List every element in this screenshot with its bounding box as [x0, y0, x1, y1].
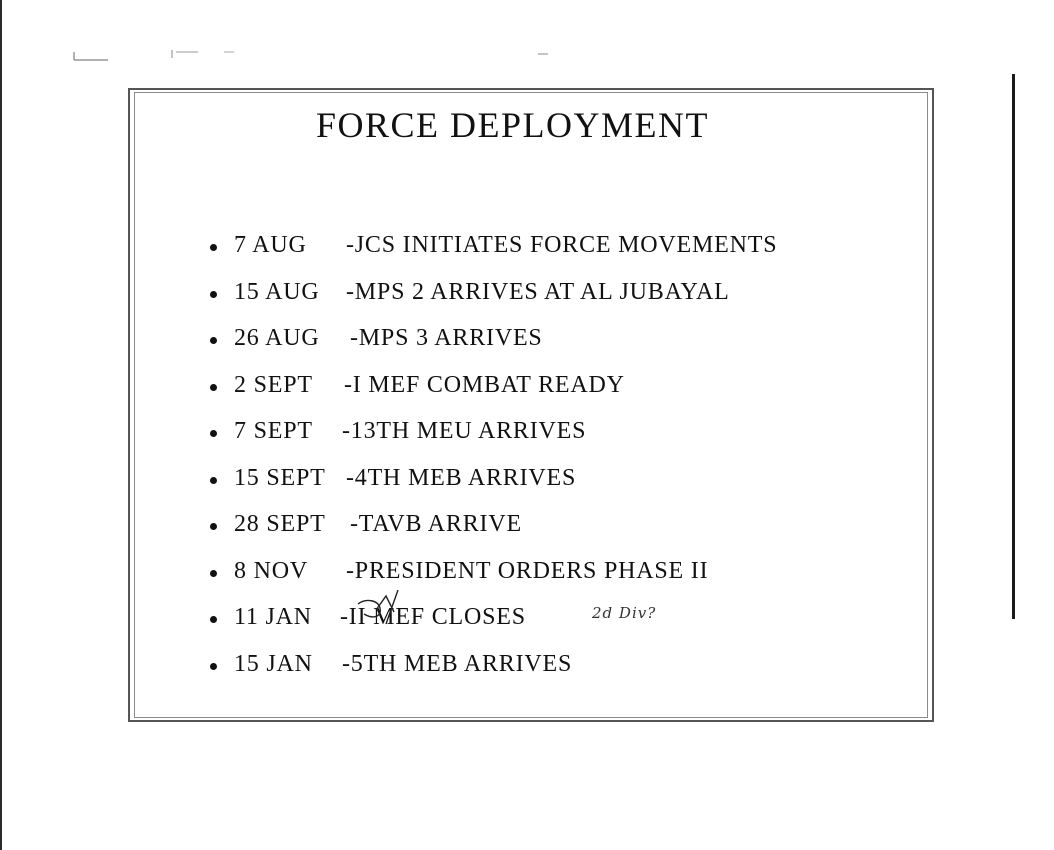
- bullet-icon: [210, 523, 217, 530]
- bullet-icon: [210, 244, 217, 251]
- item-event: -13TH MEU ARRIVES: [342, 418, 587, 444]
- item-event: -TAVB ARRIVE: [350, 511, 522, 537]
- bullet-icon: [210, 570, 217, 577]
- item-date: 26 AUG: [234, 325, 320, 351]
- item-date: 11 JAN: [234, 604, 312, 630]
- item-date: 8 NOV: [234, 557, 308, 584]
- item-event: -MPS 2 ARRIVES AT AL JUBAYAL: [346, 278, 730, 305]
- item-date: 28 SEPT: [234, 511, 326, 537]
- item-date: 7 SEPT: [234, 418, 313, 444]
- item-event: -JCS INITIATES FORCE MOVEMENTS: [346, 232, 778, 258]
- bullet-icon: [210, 616, 217, 623]
- page-left-edge: [0, 0, 2, 850]
- item-event: -PRESIDENT ORDERS PHASE II: [346, 557, 709, 584]
- item-event: -II MEF CLOSES: [340, 604, 526, 630]
- item-date: 7 AUG: [234, 232, 307, 258]
- bullet-icon: [210, 384, 217, 391]
- bullet-icon: [210, 477, 217, 484]
- bullet-icon: [210, 291, 217, 298]
- item-event: -4TH MEB ARRIVES: [346, 464, 577, 491]
- item-event: -5TH MEB ARRIVES: [342, 650, 573, 677]
- item-date: 15 SEPT: [234, 464, 326, 491]
- bullet-icon: [210, 430, 217, 437]
- page-right-edge: [1012, 74, 1015, 619]
- slide-title: FORCE DEPLOYMENT: [316, 105, 710, 145]
- item-event: -I MEF COMBAT READY: [344, 371, 625, 398]
- item-date: 2 SEPT: [234, 371, 313, 398]
- scan-artifact-marks: [48, 44, 568, 68]
- item-date: 15 JAN: [234, 650, 313, 677]
- bullet-icon: [210, 337, 217, 344]
- handwritten-note: 2d Div?: [592, 604, 657, 622]
- bullet-icon: [210, 663, 217, 670]
- item-date: 15 AUG: [234, 278, 320, 305]
- item-event: -MPS 3 ARRIVES: [350, 325, 543, 351]
